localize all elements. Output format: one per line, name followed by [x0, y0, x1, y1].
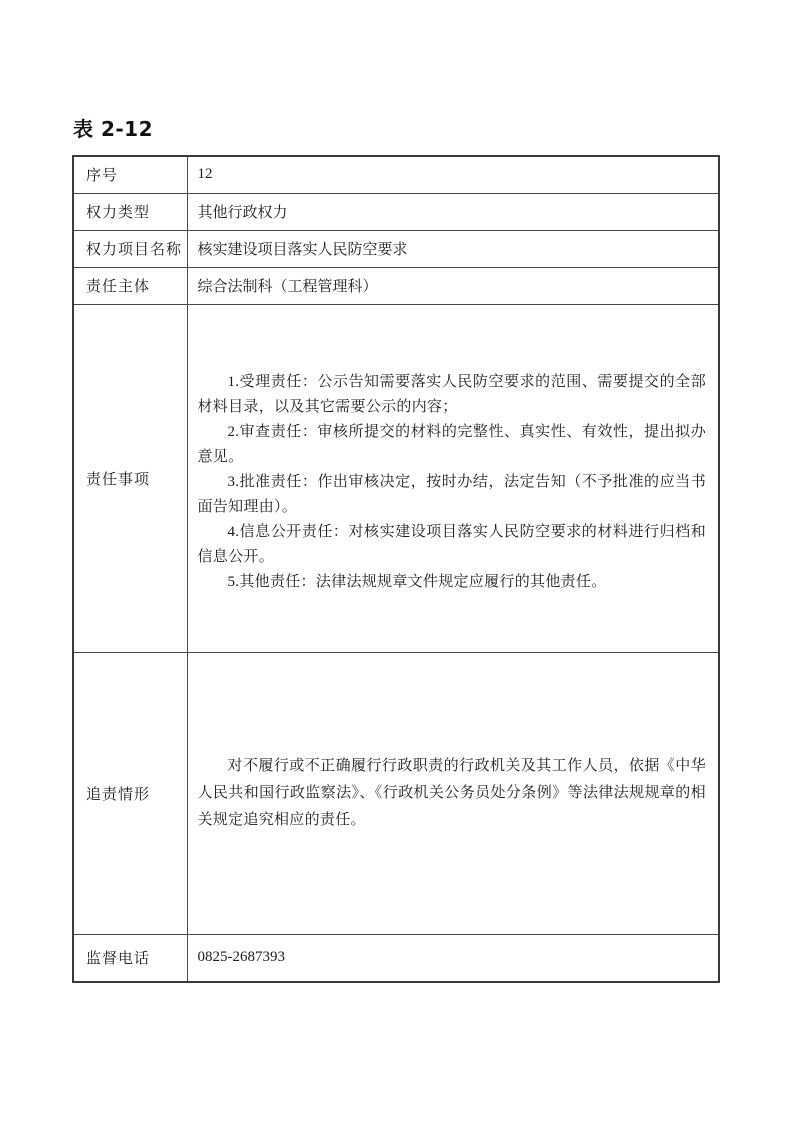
row-value-power-item-name: 核实建设项目落实人民防空要求	[187, 230, 719, 267]
table-row-accountability	[73, 652, 719, 934]
table-row-responsibility-matters	[73, 304, 719, 652]
row-value-serial: 12	[187, 156, 719, 193]
matters-paragraph-1: 1.受理责任：公示告知需要落实人民防空要求的范围、需要提交的全部材料目录，以及其它需要公示的内容；	[197, 373, 706, 415]
responsibility-table	[72, 155, 720, 983]
row-value-supervision-phone: 0825-2687393	[187, 934, 719, 982]
accountability-paragraph: 对不履行或不正确履行行政职责的行政机关及其工作人员，依据《中华人民共和国行政监察法》、《行政机关公务员处分条例》等法律法规规章的相关规定追究相应的责任。	[197, 757, 706, 828]
row-label-serial: 序号	[73, 156, 187, 193]
row-label-accountability: 追责情形	[73, 652, 187, 934]
matters-paragraph-5: 5.其他责任：法律法规规章文件规定应履行的其他责任。	[227, 573, 607, 590]
table-row-power-item-name	[73, 230, 719, 267]
row-value-power-type: 其他行政权力	[187, 193, 719, 230]
row-value-responsibility-matters	[187, 304, 719, 652]
matters-paragraph-4: 4.信息公开责任：对核实建设项目落实人民防空要求的材料进行归档和信息公开。	[197, 523, 706, 565]
row-label-power-item-name: 权力项目名称	[73, 230, 187, 267]
matters-paragraph-2: 2.审查责任：审核所提交的材料的完整性、真实性、有效性，提出拟办意见。	[197, 423, 706, 465]
row-value-responsible-entity: 综合法制科（工程管理科）	[187, 267, 719, 304]
row-value-accountability	[187, 652, 719, 934]
row-label-supervision-phone: 监督电话	[73, 934, 187, 982]
row-label-responsibility-matters: 责任事项	[73, 304, 187, 652]
table-row-supervision-phone	[73, 934, 719, 982]
table-row-power-type	[73, 193, 719, 230]
row-label-power-type: 权力类型	[73, 193, 187, 230]
matters-paragraph-3: 3.批准责任：作出审核决定，按时办结，法定告知（不予批准的应当书面告知理由）。	[197, 473, 706, 515]
table-row-responsible-entity	[73, 267, 719, 304]
row-label-responsible-entity: 责任主体	[73, 267, 187, 304]
table-caption: 表 2-12	[73, 117, 154, 141]
table-row-serial	[73, 156, 719, 193]
